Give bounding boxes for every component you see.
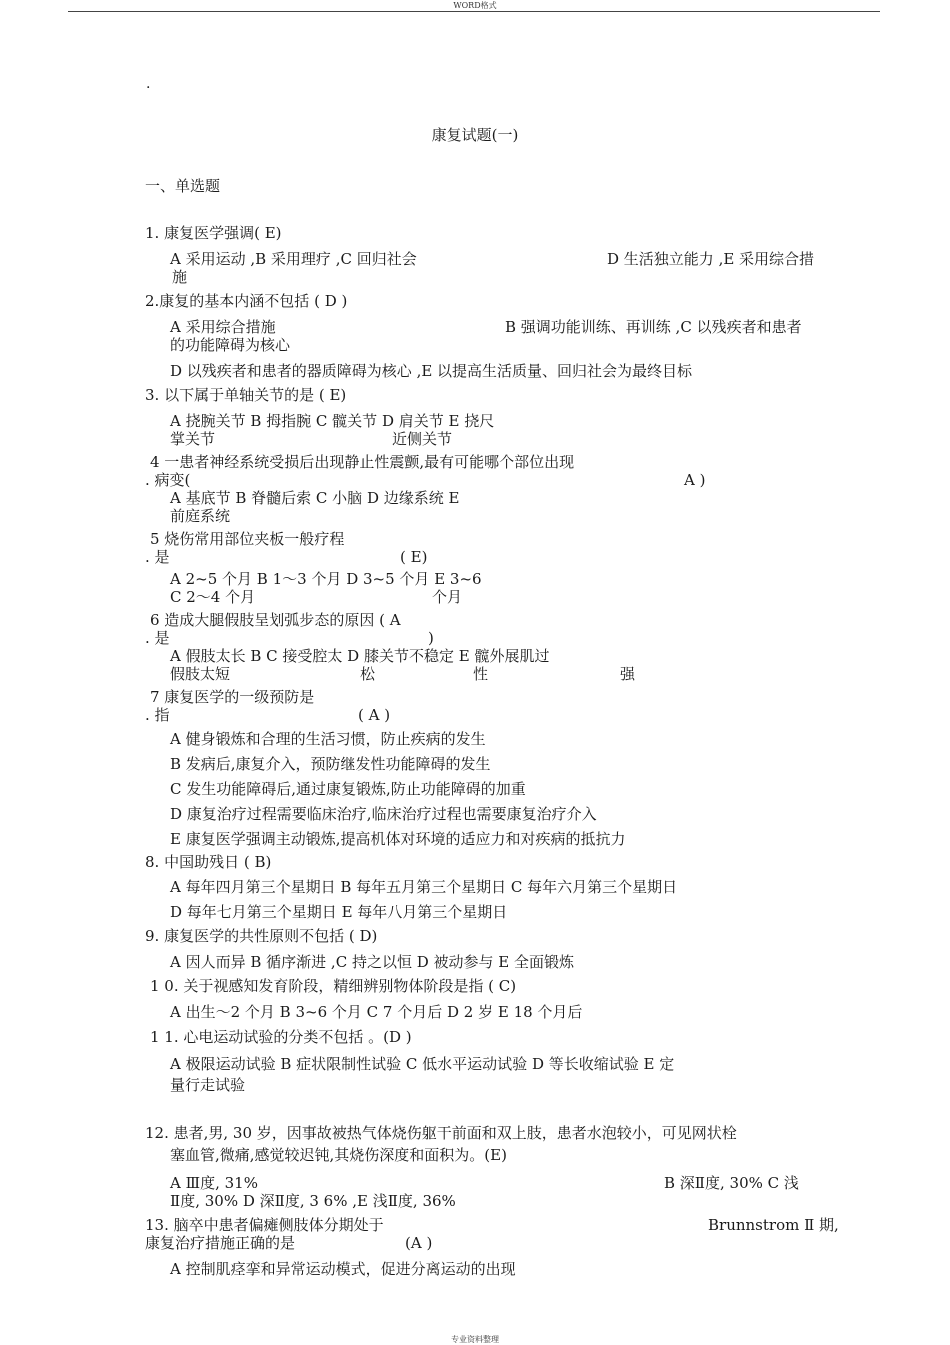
question-11-options: A 极限运动试验 B 症状限制性试验 C 低水平运动试验 D 等长收缩试验 E 定 (170, 1055, 675, 1073)
question-11-options: 量行走试验 (170, 1076, 246, 1094)
question-13-option-a: A 控制肌痉挛和异常运动模式，促进分离运动的出现 (170, 1260, 516, 1278)
question-12-stem: 塞血管,微痛,感觉较迟钝,其烧伤深度和面积为。(E) (170, 1146, 507, 1164)
question-10-options: A 出生～2 个月 B 3~6 个月 C 7 个月后 D 2 岁 E 18 个月后 (170, 1003, 583, 1021)
question-11-stem: 1 1. 心电运动试验的分类不包括 。(D ) (150, 1028, 412, 1046)
question-7-stem: . 指 (145, 706, 170, 724)
question-6-stem: 6 造成大腿假肢呈划弧步态的原因 ( A (150, 611, 401, 629)
question-8-stem: 8. 中国助残日 ( B) (145, 853, 272, 871)
question-7-option-e: E 康复医学强调主动锻炼,提高机体对环境的适应力和对疾病的抵抗力 (170, 830, 626, 848)
question-7-answer: ( A ) (358, 706, 391, 724)
question-3-options: 近侧关节 (392, 430, 453, 448)
question-1-options: 施 (172, 268, 188, 286)
question-6-options: 假肢太短 (170, 665, 231, 683)
question-5-options: 个月 (432, 588, 463, 606)
question-9-stem: 9. 康复医学的共性原则不包括 ( D) (145, 927, 378, 945)
question-4-answer: A ) (684, 471, 706, 489)
question-6-options: 强 (620, 665, 636, 683)
question-4-options: 前庭系统 (170, 507, 231, 525)
question-12-options: Ⅱ度, 30% D 深Ⅱ度, 3 6% ,E 浅Ⅱ度, 36% (170, 1192, 456, 1210)
question-13-answer: (A ) (405, 1234, 433, 1252)
question-2-options: A 采用综合措施 (170, 318, 276, 336)
question-1-stem: 1. 康复医学强调( E) (145, 224, 282, 242)
question-4-options: A 基底节 B 脊髓后索 C 小脑 D 边缘系统 E (170, 489, 460, 507)
question-8-options: D 每年七月第三个星期日 E 每年八月第三个星期日 (170, 903, 508, 921)
question-4-stem: . 病变( (145, 471, 191, 489)
question-3-options: A 挠腕关节 B 拇指腕 C 髋关节 D 肩关节 E 挠尺 (170, 412, 495, 430)
question-6-options: A 假肢太长 B C 接受腔太 D 膝关节不稳定 E 髋外展肌过 (170, 647, 550, 665)
question-4-stem: 4 一患者神经系统受损后出现静止性震颤,最有可能哪个部位出现 (150, 453, 575, 471)
question-1-options: D 生活独立能力 ,E 采用综合措 (607, 250, 815, 268)
question-7-option-b: B 发病后,康复介入，预防继发性功能障碍的发生 (170, 755, 491, 773)
header-rule (68, 11, 880, 12)
question-1-options: A 采用运动 ,B 采用理疗 ,C 回归社会 (170, 250, 417, 268)
question-7-option-a: A 健身锻炼和合理的生活习惯，防止疾病的发生 (170, 730, 486, 748)
question-5-options: A 2~5 个月 B 1～3 个月 D 3~5 个月 E 3~6 (170, 570, 482, 588)
question-12-options: B 深Ⅱ度, 30% C 浅 (664, 1174, 799, 1192)
question-12-options: A Ⅲ度, 31% (170, 1174, 258, 1192)
question-5-stem: 5 烧伤常用部位夹板一般疗程 (150, 530, 345, 548)
question-7-stem: 7 康复医学的一级预防是 (150, 688, 315, 706)
question-7-option-c: C 发生功能障碍后,通过康复锻炼,防止功能障碍的加重 (170, 780, 526, 798)
question-9-options: A 因人而异 B 循序渐进 ,C 持之以恒 D 被动参与 E 全面锻炼 (170, 953, 574, 971)
question-2-stem: 2.康复的基本内涵不包括 ( D ) (145, 292, 348, 310)
question-5-stem: . 是 (145, 548, 170, 566)
question-6-stem: . 是 (145, 629, 170, 647)
question-5-answer: ( E) (400, 548, 428, 566)
question-2-options: D 以残疾者和患者的器质障碍为核心 ,E 以提高生活质量、回归社会为最终目标 (170, 362, 693, 380)
question-13-stem: 康复治疗措施正确的是 (145, 1234, 296, 1252)
section-heading: 一、单选题 (145, 177, 221, 195)
question-2-options: 的功能障碍为核心 (170, 336, 291, 354)
question-6-options: 性 (473, 665, 489, 683)
page-header: WORD格式 (453, 1, 497, 10)
question-3-options: 掌关节 (170, 430, 216, 448)
question-10-stem: 1 0. 关于视感知发育阶段，精细辨别物体阶段是指 ( C) (150, 977, 517, 995)
question-5-options: C 2～4 个月 (170, 588, 256, 606)
question-12-stem: 12. 患者,男, 30 岁，因事故被热气体烧伤躯干前面和双上肢，患者水泡较小，可见网状栓 (145, 1124, 737, 1142)
question-3-stem: 3. 以下属于单轴关节的是 ( E) (145, 386, 347, 404)
document-title: 康复试题(一) (431, 126, 519, 144)
question-6-answer: ) (428, 629, 434, 647)
question-8-options: A 每年四月第三个星期日 B 每年五月第三个星期日 C 每年六月第三个星期日 (170, 878, 678, 896)
question-7-option-d: D 康复治疗过程需要临床治疗,临床治疗过程也需要康复治疗介入 (170, 805, 597, 823)
question-6-options: 松 (360, 665, 376, 683)
stray-dot: . (146, 76, 151, 92)
page-footer: 专业资料整理 (451, 1335, 499, 1344)
question-2-options: B 强调功能训练、再训练 ,C 以残疾者和患者 (505, 318, 802, 336)
question-13-stem: 13. 脑卒中患者偏瘫侧肢体分期处于 (145, 1216, 384, 1234)
question-13-stem: Brunnstrom Ⅱ 期, (708, 1216, 839, 1234)
